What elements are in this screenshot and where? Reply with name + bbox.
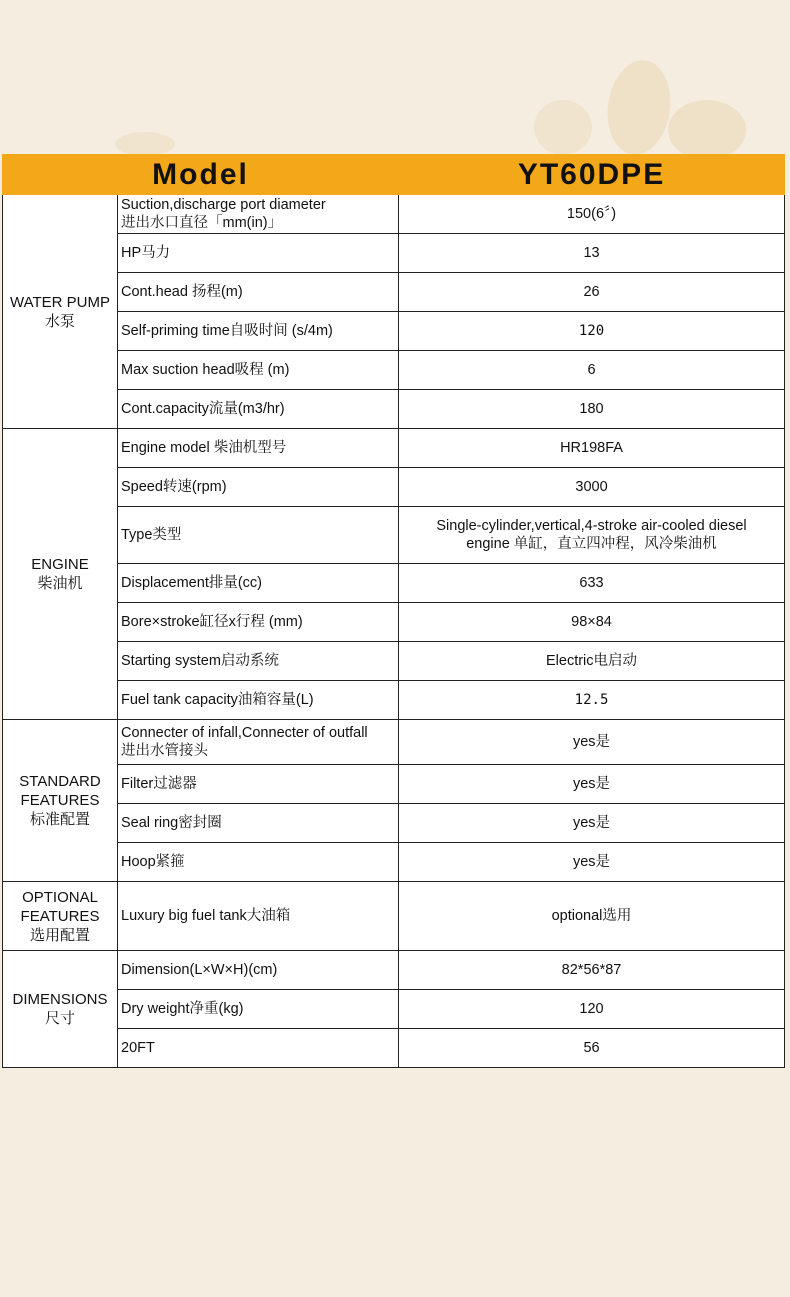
section-title-en: FEATURES	[20, 792, 100, 809]
model-value: YT60DPE	[399, 155, 785, 195]
table-row	[3, 804, 785, 843]
row-value: Single-cylinder,vertical,4-stroke air-cooled diesel engine 单缸，直立四冲程，风冷柴油机	[399, 507, 785, 564]
table-row	[3, 468, 785, 507]
table-row	[3, 882, 785, 951]
row-value: Electric电启动	[399, 642, 785, 681]
section-title-zh: 尺寸	[44, 1010, 75, 1027]
row-value: yes是	[399, 765, 785, 804]
table-row	[3, 195, 785, 234]
section-title-en: WATER PUMP	[10, 293, 110, 311]
section-standard-features	[3, 720, 118, 882]
section-title-zh: 柴油机	[37, 575, 83, 592]
header-row	[3, 155, 785, 195]
section-title-en: FEATURES	[20, 907, 100, 925]
row-label: Connecter of infall,Connecter of outfall 进出水管接头	[118, 720, 399, 765]
spec-table	[2, 154, 785, 1068]
section-optional-features	[3, 882, 118, 951]
row-value: 120	[399, 990, 785, 1029]
row-label: Speed转速(rpm)	[118, 468, 399, 507]
table-row	[3, 720, 785, 765]
row-label: Engine model 柴油机型号	[118, 429, 399, 468]
decorative-shape	[602, 56, 677, 159]
table-row	[3, 273, 785, 312]
table-row	[3, 765, 785, 804]
row-value: 633	[399, 564, 785, 603]
row-value: 12.5	[399, 681, 785, 720]
row-label: Self-priming time自吸时间 (s/4m)	[118, 312, 399, 351]
row-label: Displacement排量(cc)	[118, 564, 399, 603]
row-value: optional选用	[399, 882, 785, 951]
row-value: 3000	[399, 468, 785, 507]
row-label: Starting system启动系统	[118, 642, 399, 681]
row-value: yes是	[399, 843, 785, 882]
row-value: 180	[399, 390, 785, 429]
row-value: yes是	[399, 720, 785, 765]
row-label: Filter过滤器	[118, 765, 399, 804]
row-label: Cont.capacity流量(m3/hr)	[118, 390, 399, 429]
row-value: 82*56*87	[399, 951, 785, 990]
table-row	[3, 234, 785, 273]
row-label: Hoop紧箍	[118, 843, 399, 882]
row-label: Dry weight净重(kg)	[118, 990, 399, 1029]
section-water-pump	[3, 195, 118, 429]
row-value: 120	[399, 312, 785, 351]
row-label: HP马力	[118, 234, 399, 273]
section-title-en: OPTIONAL	[22, 888, 98, 906]
row-value: yes是	[399, 804, 785, 843]
row-value: 56	[399, 1029, 785, 1068]
section-title-zh: 水泵	[44, 312, 75, 330]
model-label: Model	[3, 155, 399, 195]
row-value: 26	[399, 273, 785, 312]
section-title-en: ENGINE	[31, 556, 89, 573]
row-label: Suction,discharge port diameter 进出水口直径「mm(in)」	[118, 195, 399, 234]
row-value: 13	[399, 234, 785, 273]
section-title-en: STANDARD	[19, 773, 101, 790]
section-title-zh: 标准配置	[29, 811, 90, 828]
row-label: Type类型	[118, 507, 399, 564]
row-label: 20FT	[118, 1029, 399, 1068]
decorative-shape	[534, 100, 592, 155]
decorative-shape	[115, 132, 175, 156]
row-label: Cont.head 扬程(m)	[118, 273, 399, 312]
table-row	[3, 642, 785, 681]
table-row	[3, 564, 785, 603]
row-label: Dimension(L×W×H)(cm)	[118, 951, 399, 990]
table-row	[3, 603, 785, 642]
table-row	[3, 351, 785, 390]
row-label: Max suction head吸程 (m)	[118, 351, 399, 390]
section-dimensions	[3, 951, 118, 1068]
row-value: HR198FA	[399, 429, 785, 468]
row-label: Bore×stroke缸径x行程 (mm)	[118, 603, 399, 642]
row-value: 150(6〞)	[399, 195, 785, 234]
table-row	[3, 990, 785, 1029]
table-row	[3, 507, 785, 564]
row-label: Seal ring密封圈	[118, 804, 399, 843]
row-label: Fuel tank capacity油箱容量(L)	[118, 681, 399, 720]
row-value: 98×84	[399, 603, 785, 642]
table-row	[3, 390, 785, 429]
decorative-shape	[668, 100, 746, 160]
table-row	[3, 951, 785, 990]
section-title-en: DIMENSIONS	[12, 991, 108, 1008]
row-label: Luxury big fuel tank大油箱	[118, 882, 399, 951]
section-title-zh: 选用配置	[29, 926, 90, 944]
section-engine	[3, 429, 118, 720]
table-row	[3, 843, 785, 882]
table-row	[3, 429, 785, 468]
table-row	[3, 312, 785, 351]
table-row	[3, 681, 785, 720]
row-value: 6	[399, 351, 785, 390]
table-row	[3, 1029, 785, 1068]
